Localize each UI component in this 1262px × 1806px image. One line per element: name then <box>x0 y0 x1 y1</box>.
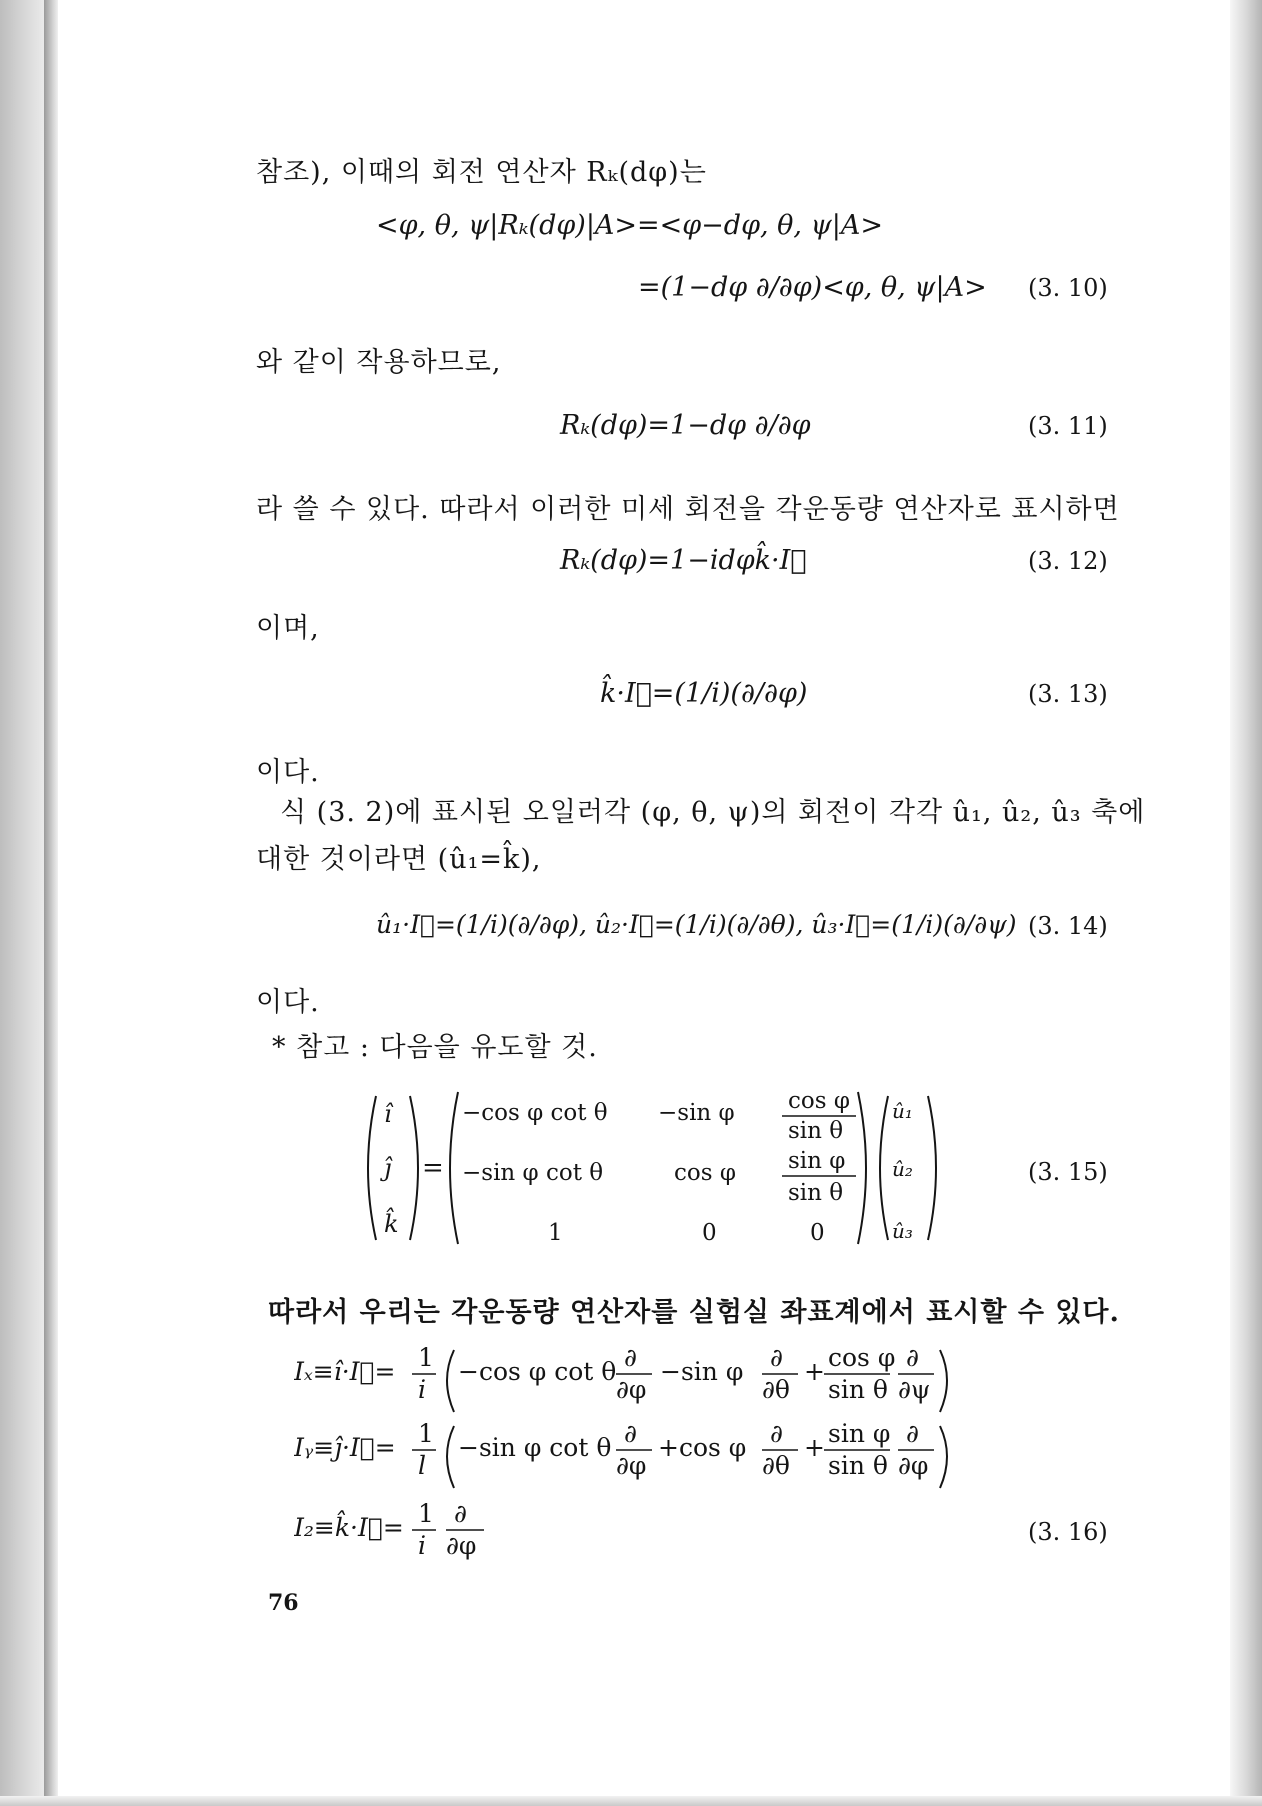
rhs-right-paren <box>928 1096 936 1240</box>
iz-lhs: I₂≡k̂·I⃗= <box>294 1513 404 1542</box>
text-line-3: 라 쓸 수 있다. 따라서 이러한 미세 회전을 각운동량 연산자로 표시하면 <box>256 494 1120 525</box>
iy-dtheta: ∂θ <box>762 1451 790 1480</box>
ix-dphi: ∂φ <box>616 1375 647 1404</box>
equation-3-10-line-2: =(1−dφ ∂/∂φ)<φ, θ, ψ|A> <box>638 272 987 303</box>
iy-d1: ∂ <box>624 1419 637 1448</box>
text-line-10: 따라서 우리는 각운동량 연산자를 실험실 좌표계에서 표시할 수 있다. <box>268 1297 1120 1328</box>
ix-d3: ∂ <box>906 1343 919 1372</box>
equation-number-3-14: (3. 14) <box>1028 912 1108 940</box>
text-line-1: 참조), 이때의 회전 연산자 Rₖ(dφ)는 <box>256 157 707 188</box>
text-line-2: 와 같이 작용하므로, <box>256 347 502 378</box>
matrix-left-paren <box>450 1092 458 1244</box>
iy-close-paren <box>940 1426 947 1488</box>
rhs-u1: û₁ <box>892 1099 913 1123</box>
equation-number-3-12: (3. 12) <box>1028 547 1108 575</box>
matrix-r1c2: −sin φ <box>658 1100 735 1126</box>
text-line-4: 이며, <box>256 613 320 644</box>
matrix-equals: = <box>422 1153 444 1183</box>
iz-i: i <box>418 1531 426 1560</box>
iy-lhs: Iᵧ≡ĵ·I⃗= <box>294 1433 396 1462</box>
lhs-left-paren <box>368 1096 376 1240</box>
text-line-7: 대한 것이라면 (û₁=k̂), <box>256 844 542 875</box>
rhs-left-paren <box>880 1096 888 1240</box>
text-line-6: 식 (3. 2)에 표시된 오일러각 (φ, θ, ψ)의 회전이 각각 û₁, û₂, û₃ 축에 <box>280 797 1146 828</box>
equation-number-3-11: (3. 11) <box>1028 412 1108 440</box>
iy-t3d: sin θ <box>828 1451 888 1480</box>
equation-3-14: û₁·I⃗=(1/i)(∂/∂φ), û₂·I⃗=(1/i)(∂/∂θ), û₃·I⃗=(1/i)(∂/∂ψ) <box>376 910 1017 939</box>
ix-d2: ∂ <box>770 1343 783 1372</box>
ix-term1: −cos φ cot θ <box>458 1357 617 1386</box>
equation-3-16-block <box>294 1340 1094 1590</box>
ix-plus: + <box>804 1357 825 1386</box>
iy-plus: + <box>804 1433 825 1462</box>
equation-number-3-10: (3. 10) <box>1028 274 1108 302</box>
ix-dtheta: ∂θ <box>762 1375 790 1404</box>
iy-open-paren <box>447 1426 454 1488</box>
page-number: 76 <box>268 1590 299 1616</box>
ix-dpsi: ∂ψ <box>898 1375 931 1404</box>
rhs-u3: û₃ <box>892 1219 913 1243</box>
page-bottom-shadow <box>0 1796 1262 1806</box>
equation-number-3-15: (3. 15) <box>1028 1158 1108 1186</box>
iy-term1: −sin φ cot θ <box>458 1433 612 1462</box>
ix-t3d: sin θ <box>828 1375 888 1404</box>
rhs-u2: û₂ <box>892 1157 913 1181</box>
iy-d2: ∂ <box>770 1419 783 1448</box>
matrix-r3c1: 1 <box>548 1220 563 1246</box>
matrix-r2c1: −sin φ cot θ <box>462 1160 604 1186</box>
iy-l: l <box>418 1451 426 1480</box>
matrix-r1c3-num: cos φ <box>788 1088 850 1114</box>
text-line-8: 이다. <box>256 987 320 1018</box>
equation-3-13: k̂·I⃗=(1/i)(∂/∂φ) <box>600 678 808 709</box>
ix-close-paren <box>940 1350 947 1412</box>
page-spine-edge <box>44 0 58 1806</box>
iy-one: 1 <box>418 1419 434 1448</box>
matrix-right-paren <box>858 1092 866 1244</box>
matrix-r1c1: −cos φ cot θ <box>462 1100 608 1126</box>
iy-t3n: sin φ <box>828 1419 891 1448</box>
ix-t3n: cos φ <box>828 1343 896 1372</box>
ix-term2: −sin φ <box>660 1357 744 1386</box>
lhs-right-paren <box>410 1096 418 1240</box>
iy-term2: +cos φ <box>658 1433 747 1462</box>
equation-3-10-line-1: <φ, θ, ψ|Rₖ(dφ)|A>=<φ−dφ, θ, ψ|A> <box>376 210 883 241</box>
matrix-r3c2: 0 <box>702 1220 717 1246</box>
matrix-r2c3-num: sin φ <box>788 1148 846 1174</box>
matrix-r3c3: 0 <box>810 1220 825 1246</box>
iz-one: 1 <box>418 1499 434 1528</box>
text-line-9: * 참고 : 다음을 유도할 것. <box>272 1032 598 1063</box>
lhs-i: î <box>384 1100 392 1128</box>
equation-number-3-13: (3. 13) <box>1028 680 1108 708</box>
book-page <box>58 0 1230 1796</box>
iz-d: ∂ <box>454 1499 467 1528</box>
text-line-5: 이다. <box>256 757 320 788</box>
lhs-k: k̂ <box>384 1210 399 1238</box>
iy-dphi-2: ∂φ <box>898 1451 929 1480</box>
ix-one: 1 <box>418 1343 434 1372</box>
matrix-r2c3-den: sin θ <box>788 1180 844 1206</box>
iy-dphi: ∂φ <box>616 1451 647 1480</box>
equation-3-11: Rₖ(dφ)=1−dφ ∂/∂φ <box>560 410 811 441</box>
page-right-shadow <box>1230 0 1262 1806</box>
equation-3-12: Rₖ(dφ)=1−idφk̂·I⃗ <box>560 545 807 576</box>
ix-lhs: Iₓ≡î·I⃗= <box>294 1357 396 1386</box>
ix-open-paren <box>447 1350 454 1412</box>
iy-d3: ∂ <box>906 1419 919 1448</box>
iz-dphi: ∂φ <box>446 1531 477 1560</box>
ix-d1: ∂ <box>624 1343 637 1372</box>
matrix-r1c3-den: sin θ <box>788 1118 844 1144</box>
equation-number-3-16: (3. 16) <box>1028 1518 1108 1546</box>
matrix-r2c2: cos φ <box>674 1160 736 1186</box>
lhs-j: ĵ <box>384 1154 392 1182</box>
ix-i: i <box>418 1375 426 1404</box>
